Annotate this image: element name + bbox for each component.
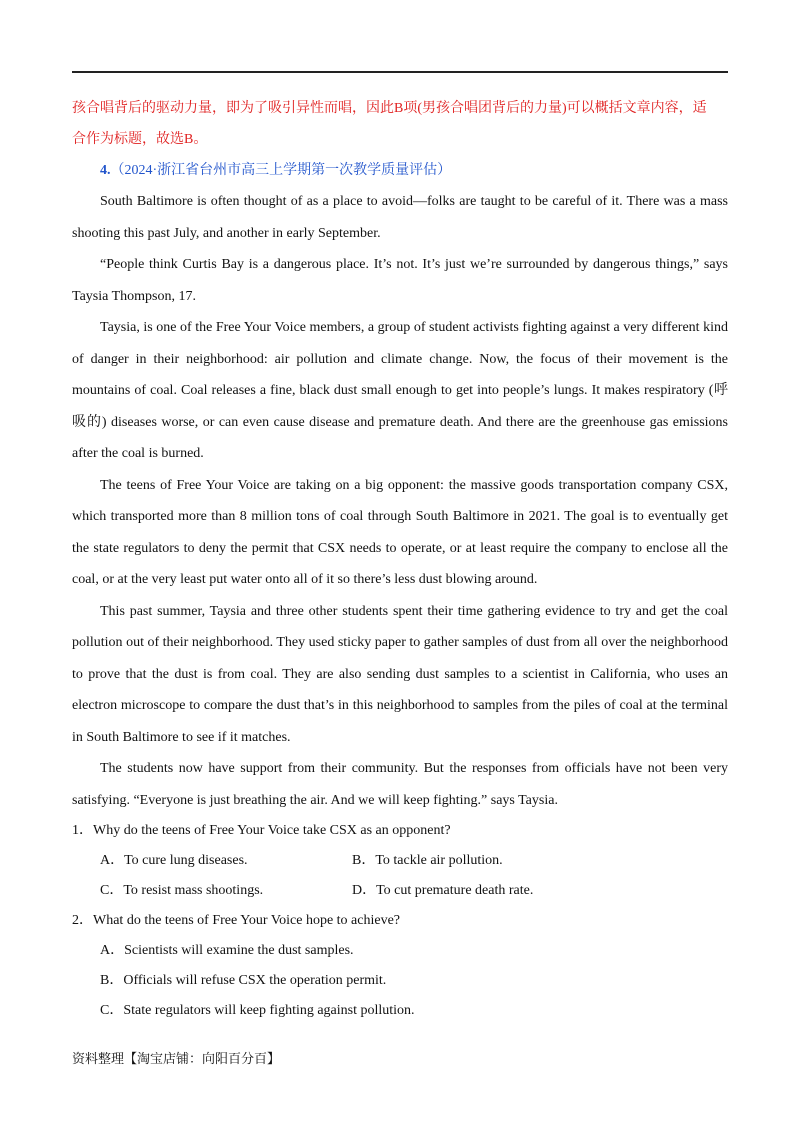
question-stem: 1．Why do the teens of Free Your Voice take CSX as an opponent? — [72, 823, 451, 838]
passage-paragraph: Taysia, is one of the Free Your Voice members, a group of student activists fighting against a very different kind of danger in their neighborhood: air pollution and climate change. Now, the focus of their movement is the mountains of coal. Coal releases a fine, black dust small enough to get into people’s lungs. It makes respiratory (呼吸的) diseases worse, or can even cause disease and premature death. And there are the greenhouse gas emissions after the coal is burned. — [72, 320, 728, 461]
question-heading — [100, 155, 728, 186]
answer-line: 孩合唱背后的驱动力量，即为了吸引异性而唱，因此B项(男孩合唱团背后的力量)可以概括文章内容，适 — [72, 101, 707, 116]
passage-paragraph: This past summer, Taysia and three other students spent their time gathering evidence to try and get the coal pollution out of their neighborhood. They used sticky paper to gather samples of dust from all over the neighborhood to prove that the dust is from coal. They are also sending dust samples to a scientist in California, who uses an electron microscope to compare the dust that’s in this neighborhood to samples from the piles of coal at the terminal in South Baltimore to see if it matches. — [72, 603, 728, 745]
question-number: 4. — [100, 163, 111, 178]
option: A．To cure lung diseases. — [100, 853, 248, 868]
passage-paragraph: South Baltimore is often thought of as a place to avoid—folks are taught to be careful of it. There was a mass shooting this past July, and another in early September. — [72, 194, 728, 241]
header-rule — [72, 71, 728, 73]
answer-explanation-tail — [72, 93, 728, 155]
option: B．To tackle air pollution. — [352, 853, 503, 868]
document-body — [72, 93, 728, 1026]
option: A．Scientists will examine the dust samples. — [100, 943, 354, 958]
passage-paragraph: “People think Curtis Bay is a dangerous place. It’s not. It’s just we’re surrounded by dangerous things,” says Taysia Thompson, 17. — [72, 257, 728, 304]
page-footer: 资料整理【淘宝店铺：向阳百分百】 — [72, 1052, 281, 1067]
passage-paragraph: The teens of Free Your Voice are taking on a big opponent: the massive goods transportation company CSX, which transported more than 8 million tons of coal through South Baltimore in 2021. The goal is to eventually get the state regulators to deny the permit that CSX needs to operate, or at least require the company to enclose all the coal, or at the very least put water onto all of it so there’s less dust blowing around. — [72, 477, 728, 587]
option: B．Officials will refuse CSX the operation permit. — [100, 973, 387, 988]
answer-line: 合作为标题，故选B。 — [72, 132, 208, 147]
option: C．State regulators will keep fighting against pollution. — [100, 1003, 415, 1018]
question-stem: 2．What do the teens of Free Your Voice hope to achieve? — [72, 913, 401, 928]
question-source: （2024·浙江省台州市高三上学期第一次教学质量评估） — [110, 163, 452, 178]
option: D．To cut premature death rate. — [352, 883, 534, 898]
options-group — [100, 846, 728, 906]
option: C．To resist mass shootings. — [100, 883, 264, 898]
passage-paragraph: The students now have support from their community. But the responses from officials have not been very satisfying. “Everyone is just breathing the air. And we will keep fighting.” says Taysia. — [72, 761, 728, 808]
options-group — [100, 936, 728, 1026]
